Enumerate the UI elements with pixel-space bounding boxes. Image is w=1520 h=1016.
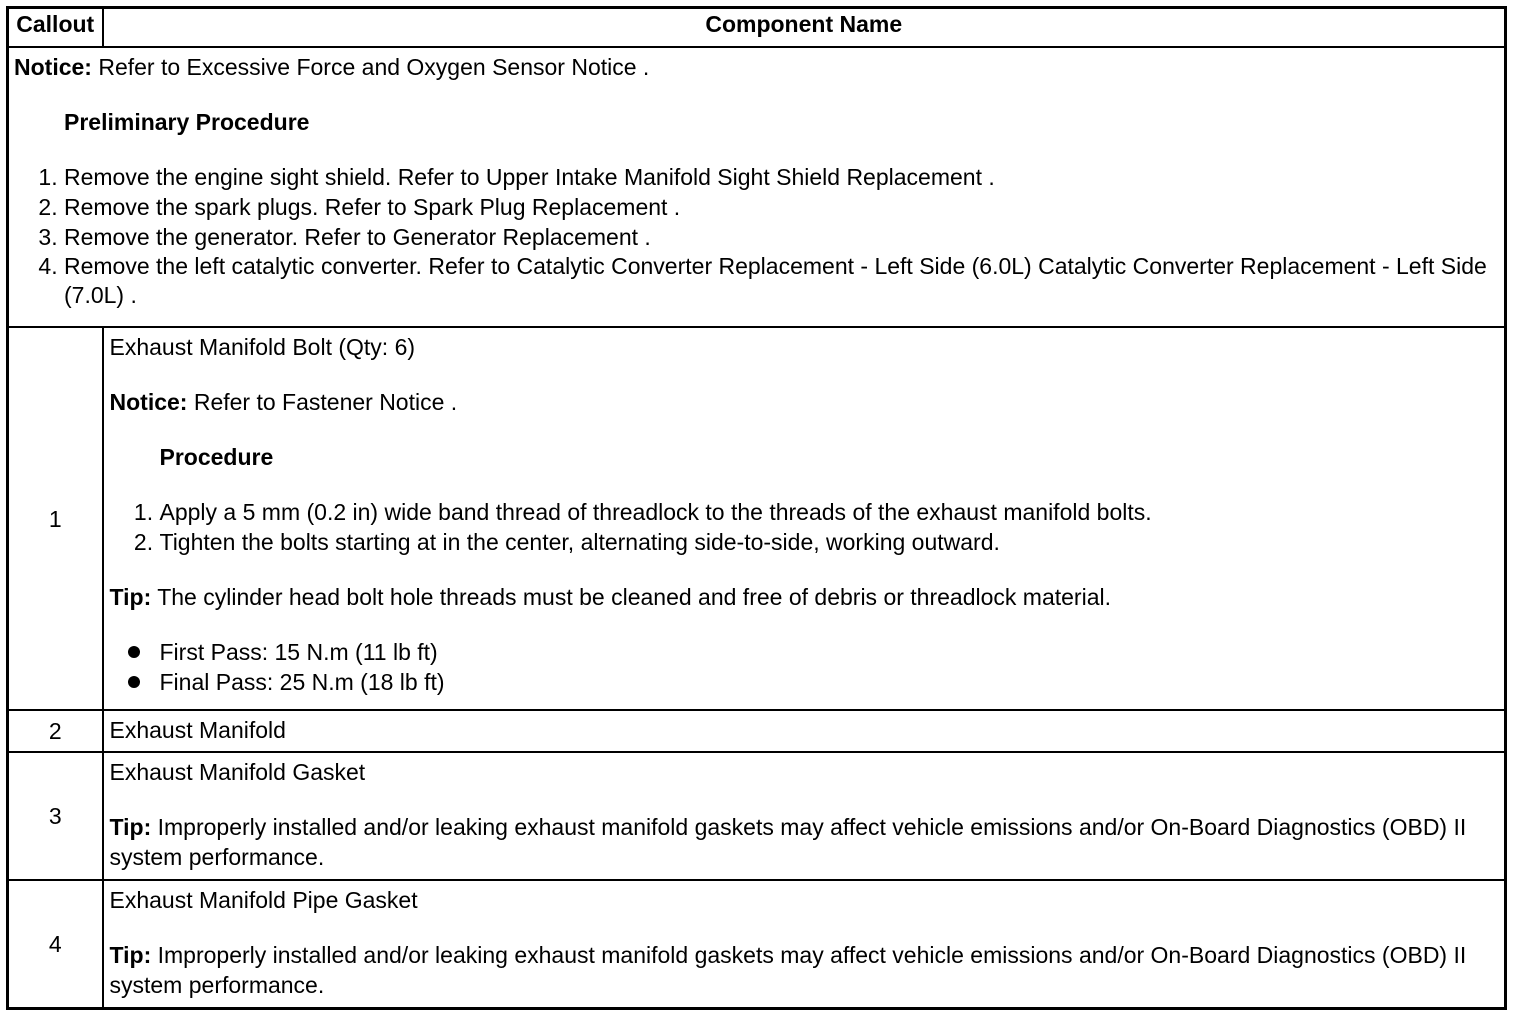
component-cell [103,710,1506,752]
preliminary-step: 4. Remove the left catalytic converter. Refer to Catalytic Converter Replacement - Left Side (6.0L) Catalytic Converter Replacement - Left Side (7.0L) . [64,252,1498,310]
callout-number: 3 [8,752,103,880]
component-cell [103,752,1506,880]
preliminary-step: 2. Remove the spark plugs. Refer to Spark Plug Replacement . [64,192,1498,222]
tip-text: The cylinder head bolt hole threads must be cleaned and free of debris or threadlock material. [151,584,1111,610]
component-name: Exhaust Manifold [109,717,286,743]
torque-item: First Pass: 15 N.m (11 lb ft) [160,637,1499,667]
tip-label: Tip: [109,584,152,610]
component-name: Exhaust Manifold Pipe Gasket [109,887,418,913]
callout-number: 4 [8,880,103,1009]
preliminary-step: 1. Remove the engine sight shield. Refer to Upper Intake Manifold Sight Shield Replacement . [64,162,1498,192]
component-tip [110,940,1499,1000]
component-notice [110,387,1499,417]
torque-item: Final Pass: 25 N.m (18 lb ft) [160,667,1499,697]
preliminary-notice [14,52,1498,82]
component-table [6,6,1507,1010]
component-name-column-header: Component Name [103,8,1506,48]
component-tip [110,582,1499,612]
table-row [8,752,1506,880]
tip-text: Improperly installed and/or leaking exhaust manifold gaskets may affect vehicle emissions and/or On-Board Diagnostics (OBD) II system performance. [109,814,1467,870]
preliminary-steps [14,162,1498,310]
component-cell [103,880,1506,1009]
tip-label: Tip: [109,814,152,840]
table-row [8,710,1506,752]
preliminary-heading: Preliminary Procedure [64,109,310,135]
tip-text: Improperly installed and/or leaking exhaust manifold gaskets may affect vehicle emissions and/or On-Board Diagnostics (OBD) II system performance. [109,942,1467,998]
preliminary-row [8,47,1506,327]
notice-text: Refer to Fastener Notice . [187,389,458,415]
procedure-step: 1. Apply a 5 mm (0.2 in) wide band thread of threadlock to the threads of the exhaust manifold bolts. [160,497,1499,527]
header-row [8,8,1506,48]
procedure-step: 2. Tighten the bolts starting at in the center, alternating side-to-side, working outward. [160,527,1499,557]
component-name: Exhaust Manifold Gasket [109,759,366,785]
component-cell [103,327,1506,710]
notice-text: Refer to Excessive Force and Oxygen Sensor Notice . [91,54,650,80]
procedure-steps [110,497,1499,557]
table-row [8,327,1506,710]
callout-column-header: Callout [8,8,103,48]
callout-number: 2 [8,710,103,752]
procedure-heading: Procedure [159,444,274,470]
preliminary-step: 3. Remove the generator. Refer to Generator Replacement . [64,222,1498,252]
tip-label: Tip: [109,942,152,968]
torque-list [110,637,1499,697]
preliminary-cell [8,47,1506,327]
component-name: Exhaust Manifold Bolt (Qty: 6) [109,334,416,360]
callout-number: 1 [8,327,103,710]
notice-label: Notice: [14,54,92,80]
table-row [8,880,1506,1009]
notice-label: Notice: [109,389,188,415]
component-tip [110,812,1499,872]
